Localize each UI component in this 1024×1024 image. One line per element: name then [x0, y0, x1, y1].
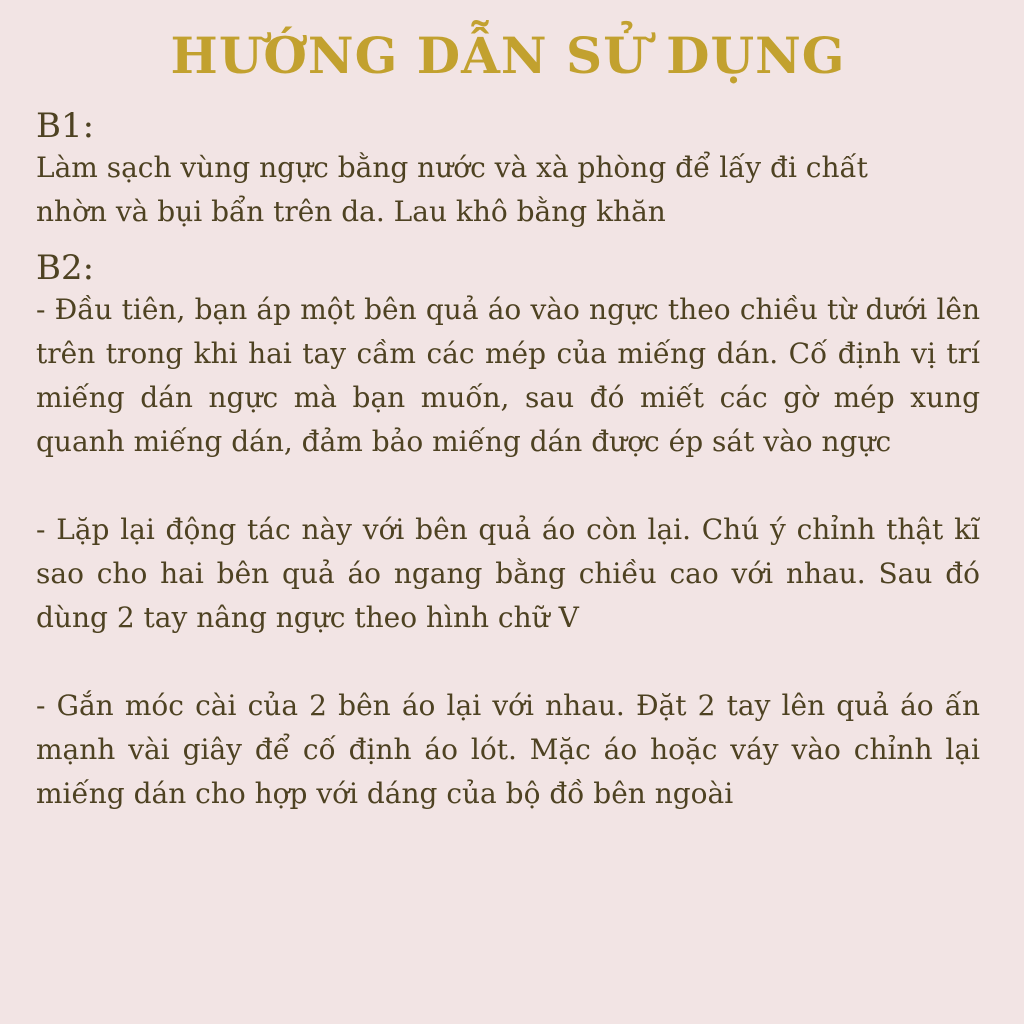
step-2-paragraph-2: - Lặp lại động tác này với bên quả áo còn lại. Chú ý chỉnh thật kĩ sao cho hai bên quả áo ngang bằng chiều cao với nhau. Sau đó dùng 2 tay nâng ngực theo hình chữ V	[36, 513, 980, 634]
step-2-paragraph-3: - Gắn móc cài của 2 bên áo lại với nhau. Đặt 2 tay lên quả áo ấn mạnh vài giây để cố định áo lót. Mặc áo hoặc váy vào chỉnh lại miếng dán cho hợp với dáng của bộ đồ bên ngoài	[36, 689, 980, 810]
step-1-section	[36, 106, 980, 234]
step-2-paragraph-1: - Đầu tiên, bạn áp một bên quả áo vào ngực theo chiều từ dưới lên trên trong khi hai tay cầm các mép của miếng dán. Cố định vị trí miếng dán ngực mà bạn muốn, sau đó miết các gờ mép xung quanh miếng dán, đảm bảo miếng dán được ép sát vào ngực	[36, 293, 980, 458]
paragraph-spacer	[36, 464, 980, 508]
paragraph-spacer	[36, 640, 980, 684]
step-2-label: B2:	[36, 248, 95, 288]
step-1-label: B1:	[36, 106, 95, 146]
step-2-section	[36, 248, 980, 816]
page-title: HƯỚNG DẪN SỬ DỤNG	[170, 26, 846, 85]
step-1-text: Làm sạch vùng ngực bằng nước và xà phòng để lấy đi chất nhờn và bụi bẩn trên da. Lau khô bằng khăn	[36, 151, 868, 228]
